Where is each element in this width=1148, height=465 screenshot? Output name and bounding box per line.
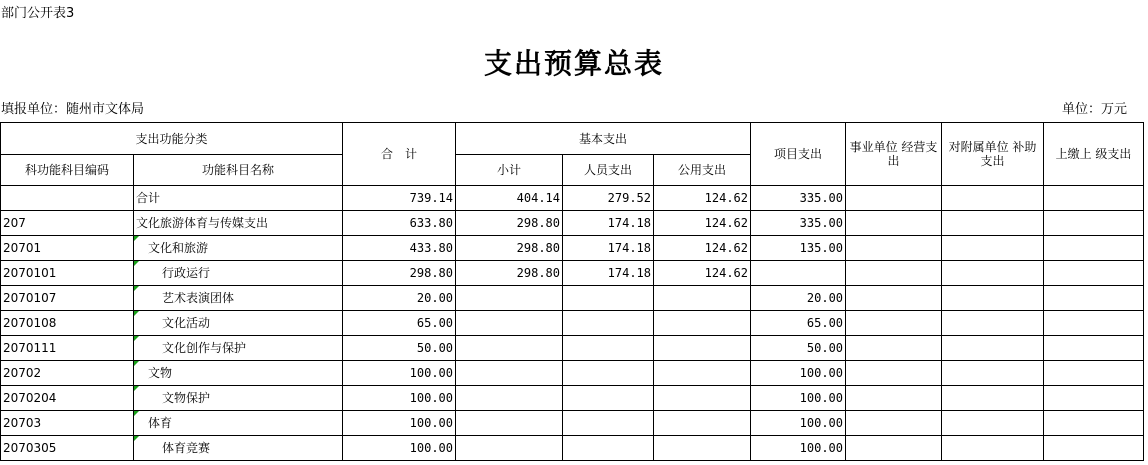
cell-total: 100.00 [343,361,456,386]
table-row [1,236,1144,261]
table-row [1,411,1144,436]
table-row [1,336,1144,361]
header-name: 功能科目名称 [134,155,343,186]
cell-name-text: 文物 [148,366,173,380]
cell-personnel [563,286,654,311]
cell-public [654,386,751,411]
cell-name-text: 艺术表演团体 [162,291,235,305]
cell-public [654,311,751,336]
cell-subtotal: 298.80 [456,211,563,236]
cell-subsidy [942,186,1044,211]
cell-subtotal: 404.14 [456,186,563,211]
cell-public: 124.62 [654,261,751,286]
cell-total: 100.00 [343,386,456,411]
cell-business [846,186,942,211]
table-row [1,261,1144,286]
cell-personnel [563,361,654,386]
filler-unit: 填报单位：随州市文体局 [1,102,145,117]
cell-upper [1044,186,1144,211]
cell-business [846,361,942,386]
cell-business [846,386,942,411]
cell-code: 2070107 [1,286,134,311]
cell-subtotal [456,411,563,436]
cell-name-text: 文物保护 [162,391,211,405]
cell-name [134,386,343,411]
cell-total: 65.00 [343,311,456,336]
cell-name [134,261,343,286]
header-subtotal: 小计 [456,155,563,186]
cell-personnel: 279.52 [563,186,654,211]
cell-subsidy [942,236,1044,261]
cell-name-text: 行政运行 [162,266,211,280]
cell-project: 135.00 [751,236,846,261]
cell-business [846,236,942,261]
cell-project: 50.00 [751,336,846,361]
header-row-1 [1,123,1144,155]
cell-total: 20.00 [343,286,456,311]
cell-personnel: 174.18 [563,236,654,261]
cell-name-text: 文化和旅游 [148,241,209,255]
cell-code: 2070305 [1,436,134,461]
table-body [1,186,1144,461]
cell-subtotal [456,336,563,361]
cell-name-text: 体育竞赛 [162,441,211,455]
cell-upper [1044,236,1144,261]
cell-code: 2070108 [1,311,134,336]
cell-code: 2070204 [1,386,134,411]
cell-flag-icon [134,361,139,366]
cell-code: 207 [1,211,134,236]
table-row [1,211,1144,236]
cell-name-text: 文化活动 [162,316,211,330]
cell-code: 2070111 [1,336,134,361]
cell-project [751,261,846,286]
cell-project: 335.00 [751,186,846,211]
cell-upper [1044,286,1144,311]
cell-name [134,211,343,236]
cell-upper [1044,386,1144,411]
cell-personnel [563,336,654,361]
cell-project: 100.00 [751,411,846,436]
cell-subsidy [942,336,1044,361]
cell-total: 633.80 [343,211,456,236]
page-title: 支出预算总表 [483,47,664,80]
cell-flag-icon [134,311,139,316]
cell-public: 124.62 [654,236,751,261]
cell-subtotal: 298.80 [456,261,563,286]
cell-personnel [563,386,654,411]
cell-total: 739.14 [343,186,456,211]
table-row [1,386,1144,411]
cell-name [134,336,343,361]
cell-personnel [563,436,654,461]
cell-subtotal [456,436,563,461]
cell-subtotal [456,311,563,336]
cell-business [846,211,942,236]
cell-public: 124.62 [654,211,751,236]
cell-public [654,436,751,461]
cell-subsidy [942,411,1044,436]
cell-flag-icon [134,411,139,416]
cell-project: 20.00 [751,286,846,311]
cell-project: 335.00 [751,211,846,236]
cell-code: 20703 [1,411,134,436]
cell-flag-icon [134,236,139,241]
cell-name [134,411,343,436]
cell-total: 433.80 [343,236,456,261]
cell-flag-icon [134,436,139,441]
header-subsidy: 对附属单位 补助支出 [942,123,1044,186]
table-row [1,436,1144,461]
table-row [1,186,1144,211]
header-business: 事业单位 经营支出 [846,123,942,186]
cell-project: 100.00 [751,361,846,386]
cell-personnel [563,311,654,336]
cell-subsidy [942,261,1044,286]
cell-public [654,411,751,436]
cell-name [134,186,343,211]
cell-flag-icon [134,261,139,266]
cell-upper [1044,311,1144,336]
cell-name-text: 体育 [148,416,173,430]
cell-name [134,236,343,261]
cell-public: 124.62 [654,186,751,211]
cell-name [134,361,343,386]
cell-name-text: 文化创作与保护 [162,341,247,355]
header-function-class: 支出功能分类 [1,123,343,155]
cell-flag-icon [134,336,139,341]
cell-total: 298.80 [343,261,456,286]
cell-total: 100.00 [343,411,456,436]
cell-flag-icon [134,386,139,391]
cell-public [654,336,751,361]
cell-business [846,411,942,436]
header-personnel: 人员支出 [563,155,654,186]
table-row [1,361,1144,386]
cell-code: 20701 [1,236,134,261]
cell-subtotal [456,386,563,411]
cell-subsidy [942,311,1044,336]
cell-name [134,286,343,311]
cell-flag-icon [134,286,139,291]
cell-business [846,311,942,336]
header-basic: 基本支出 [456,123,751,155]
cell-code [1,186,134,211]
header-code: 科功能科目编码 [1,155,134,186]
cell-project: 100.00 [751,386,846,411]
cell-public [654,286,751,311]
cell-subsidy [942,386,1044,411]
cell-subtotal: 298.80 [456,236,563,261]
cell-name-text: 合计 [136,191,161,205]
cell-personnel [563,411,654,436]
cell-upper [1044,211,1144,236]
header-total: 合 计 [343,123,456,186]
cell-personnel: 174.18 [563,211,654,236]
header-upper: 上缴上 级支出 [1044,123,1144,186]
cell-upper [1044,436,1144,461]
cell-subsidy [942,211,1044,236]
cell-name-text: 文化旅游体育与传媒支出 [136,216,269,230]
cell-name [134,311,343,336]
cell-upper [1044,261,1144,286]
cell-project: 65.00 [751,311,846,336]
cell-upper [1044,411,1144,436]
cell-public [654,361,751,386]
sheet-tag: 部门公开表3 [1,6,75,21]
budget-table [0,122,1144,461]
header-public: 公用支出 [654,155,751,186]
cell-code: 20702 [1,361,134,386]
table-row [1,286,1144,311]
header-project: 项目支出 [751,123,846,186]
cell-subtotal [456,286,563,311]
cell-business [846,336,942,361]
table-row [1,311,1144,336]
cell-subsidy [942,361,1044,386]
cell-total: 50.00 [343,336,456,361]
cell-business [846,261,942,286]
unit-label: 单位：万元 [1061,102,1127,117]
cell-personnel: 174.18 [563,261,654,286]
cell-upper [1044,361,1144,386]
cell-subsidy [942,286,1044,311]
cell-upper [1044,336,1144,361]
cell-project: 100.00 [751,436,846,461]
cell-subtotal [456,361,563,386]
cell-business [846,286,942,311]
cell-subsidy [942,436,1044,461]
cell-total: 100.00 [343,436,456,461]
cell-name [134,436,343,461]
cell-business [846,436,942,461]
cell-code: 2070101 [1,261,134,286]
